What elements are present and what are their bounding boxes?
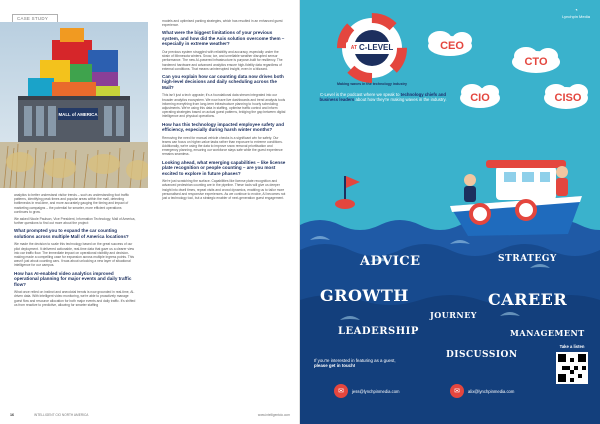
role-ciso: CISO [554, 92, 582, 104]
boat-icon [450, 160, 582, 236]
paragraph: What once relied on instinct and anecdotal trends is now grounded in real-time, AI-driven data. With intelligent video monitoring, we're able to proactively manage guest flow and resource allocation for both major events and daily traffic. It's shifted us from reactive to predictive, allowing for smarter staffing [14, 290, 136, 307]
article-column-2 [162, 19, 286, 203]
cta-bold: please get in touch! [314, 363, 356, 369]
wave-word-advice: ADVICE [360, 254, 421, 269]
wave-word-journey: JOURNEY [430, 310, 477, 320]
qr-code[interactable] [556, 352, 588, 384]
paragraph: Our previous system struggled with reliability and accuracy, especially under the strain of Minnesota winters. Snow, ice, and unreliable weather disrupted sensor performance. The new AI-powered infrastructure is purpose-built for resiliency. The hardened hardware and advanced analytics ensure high-fidelity data regardless of external conditions. That means uninterrupted insight, even in a blizzard. [162, 49, 283, 71]
left-footer [10, 411, 290, 419]
paragraph: This isn't just a tech upgrade; it's a foundational data stream integrated into our broader analytics ecosystem. We now have live dashboards and trend analysis tools informing everything from long-term infrastructure planning to hourly scheduling adjustments. We're using this data in staffing, optimise traffic control and inform operating strategies based on actual guest patterns, bridging the gap between digital intelligence and physical operations. [162, 93, 286, 119]
clevel-logo-at: AT [350, 45, 358, 51]
buoy-flag-icon [335, 176, 360, 209]
mall-photo [0, 22, 148, 188]
role-cio: CIO [470, 92, 490, 104]
take-a-listen-label: Take a listen [559, 344, 585, 349]
email-address[interactable]: alix@lynchpinmedia.com [468, 388, 515, 394]
paragraph: We're just scratching the surface. Capabilities like license plate recognition and advanced pedestrian counting are in the pipeline. These tools will give us deeper insight into dwell times, repeat visits and crowd dynamics, enabling us to tailor more personalised and responsive experiences. As we continue to evolve, AI becomes not just a technology tool, but a strategic enabler of next-generation guest engagement. [162, 179, 286, 200]
publication-name: INTELLIGENT CIO NORTH AMERICA [34, 413, 89, 417]
paragraph: We asked Nicole Paulson, Vice President, Information Technology, Mall of America, further questions to find out more about the project: [14, 217, 136, 226]
email-contact-jess[interactable] [334, 384, 400, 398]
wave-word-career: CAREER [488, 290, 568, 309]
lynchpin-logo-mark: ◔ [574, 8, 578, 14]
clevel-logo [326, 43, 418, 52]
question-heading: What prompted you to expand the car counting solutions across multiple Mall of America locations? [14, 228, 129, 239]
paragraph: We made the decision to scale this technology based on the great success of our pilot deployment. It delivered actionable, real-time data that gave us a clearer view into car traffic flow. The immediate impact on operational visibility and decision-making made a compelling case for expansion across multiple ingress points. This wasn't just about counting cars. It was about unlocking a new layer of situational intelligence for our campus. [14, 242, 135, 268]
case-study-tag: CASE STUDY [12, 14, 58, 23]
lynchpin-logo [560, 8, 592, 19]
wave-word-strategy: STRATEGY [498, 254, 557, 264]
wave-word-discussion: DISCUSSION [446, 350, 518, 360]
cta-text: If you're interested in featuring as a guest, [314, 358, 396, 363]
question-heading: Can you explain how car counting data now drives both high-level decisions and daily scheduling across the Mall? [162, 73, 284, 90]
wave-word-growth: GROWTH [320, 286, 409, 305]
mall-of-america-photo [0, 22, 148, 188]
article-column-1 [14, 193, 136, 310]
wave-word-management: MANAGEMENT [510, 328, 585, 338]
envelope-icon: ✉ [334, 384, 348, 398]
claim-text-bold: technology chiefs and business leaders [319, 92, 447, 103]
claim-text-end: about how they're making waves in the industry. [354, 97, 447, 103]
clevel-tagline: Making waves in the technology industry [336, 82, 408, 86]
paragraph: analytics to better understand visitor trends – such as understanding foot traffic patterns, identifying peak times and popular areas within the mall, detecting bottlenecks in real-time, and more accurately gauging the timing and impact of marketing campaigns – the potential for smarter, more efficient operations continues to grow. [14, 193, 130, 214]
page-number: 16 [10, 413, 14, 417]
clevel-logo-name: C-LEVEL [359, 43, 394, 52]
paragraph: models and optimised parking strategies, which has resulted in an enhanced guest experience. [162, 19, 283, 28]
website-url: www.intelligentcio.com [257, 413, 290, 417]
lynchpin-logo-text: Lynchpin Media [562, 14, 590, 19]
qr-code-icon [558, 354, 586, 382]
envelope-icon: ✉ [450, 384, 464, 398]
question-heading: Looking ahead, what emerging capabilities – like license plate recognition or people counting – are you most excited to explore in future phases? [162, 159, 286, 176]
role-ceo: CEO [440, 40, 464, 52]
wave-word-leadership: LEADERSHIP [338, 326, 419, 337]
guest-call-to-action [314, 358, 404, 369]
right-page-advert [300, 0, 600, 424]
email-contact-alix[interactable] [450, 384, 514, 398]
claim-text-start: C-Level is the podcast where we speak to [319, 92, 401, 97]
question-heading: How has this technology impacted employee safety and efficiency, especially during harsh winter months? [162, 121, 285, 133]
question-heading: What were the biggest limitations of your previous system, and how did the Axis solution overcome them – especially in extreme weather? [162, 30, 285, 47]
paragraph: Removing the need for manual vehicle checks is a significant win for safety. Our teams can focus on higher-value tasks rather than exposure to extreme conditions. Additionally, we're using the data to improve snow removal prioritisation and emergency planning, ensuring our workforce stays safe while the guest experience remains seamless. [162, 135, 283, 157]
question-heading: How has AI-enabled video analytics improved operational planning for major events and daily traffic flow? [14, 270, 132, 287]
role-cto: CTO [524, 56, 548, 68]
mall-sign: MALL of AMERICA [58, 112, 98, 117]
email-address[interactable]: jess@lynchpinmedia.com [352, 388, 400, 394]
podcast-claim [312, 92, 454, 102]
